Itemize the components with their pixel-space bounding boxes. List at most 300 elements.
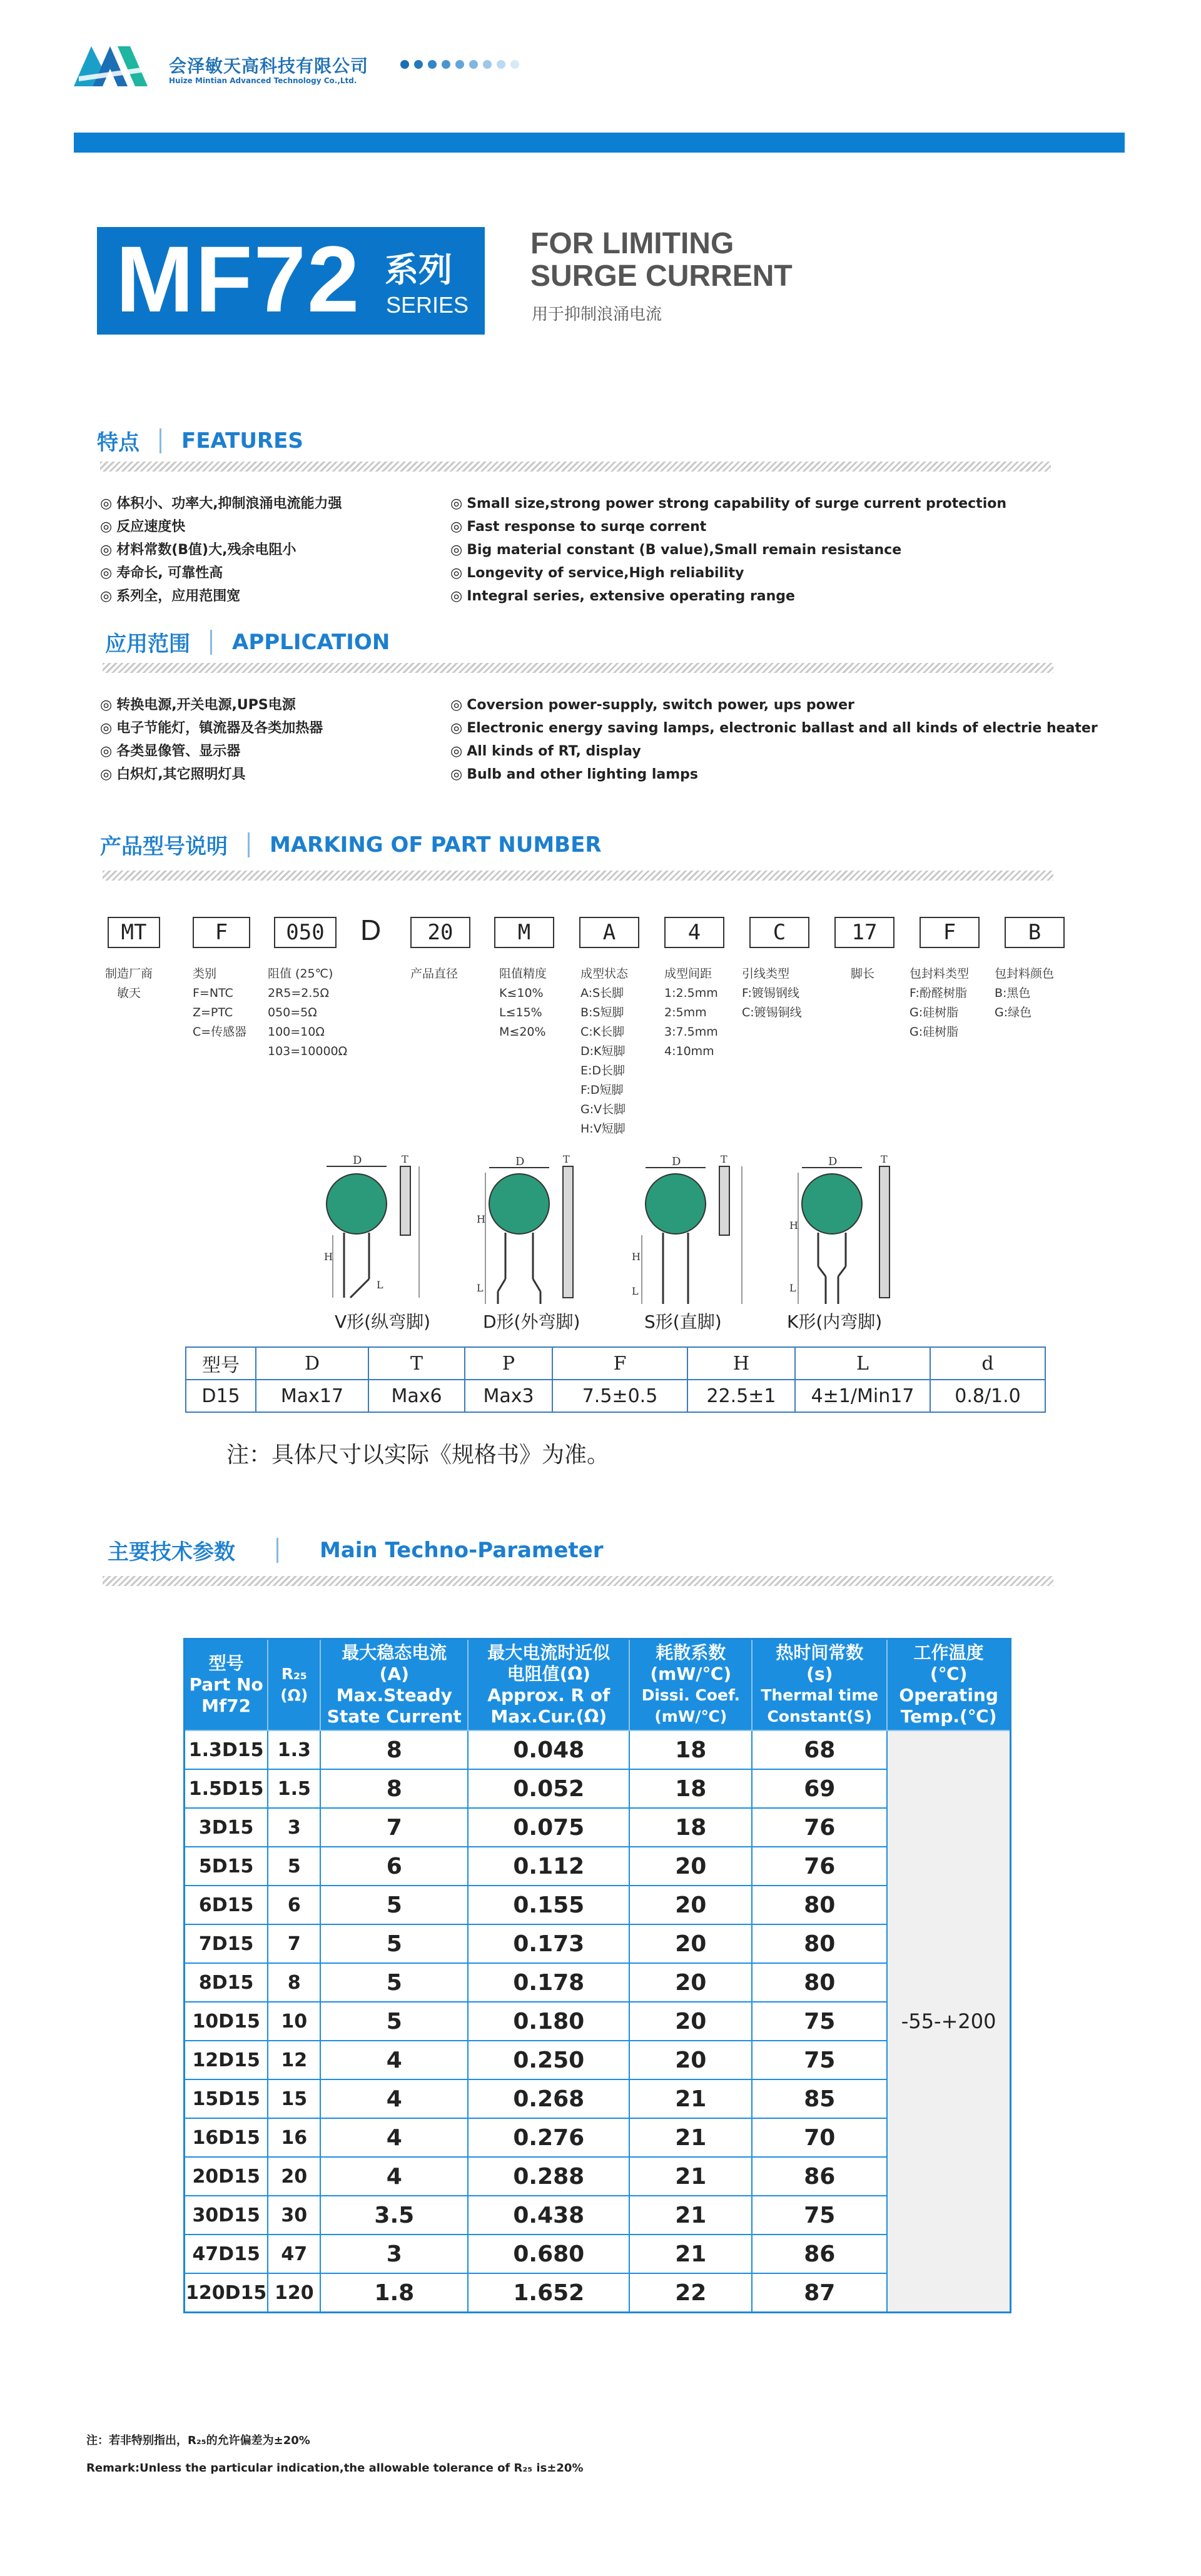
table-cell: 0.112 bbox=[468, 1847, 629, 1886]
table-cell: 21 bbox=[629, 2157, 752, 2196]
desc-line: 100=10Ω bbox=[268, 1025, 325, 1039]
company-logo bbox=[74, 41, 155, 91]
desc-line: 1:2.5mm bbox=[664, 986, 718, 1000]
s-shape-diagram bbox=[619, 1154, 769, 1307]
table-cell: 1.3 bbox=[268, 1730, 320, 1769]
svg-text:H: H bbox=[324, 1251, 333, 1263]
subtitle-cn: 用于抑制浪涌电流 bbox=[532, 305, 662, 324]
table-cell: 7 bbox=[268, 1924, 320, 1963]
table-cell: 70 bbox=[752, 2118, 887, 2157]
k-shape-diagram bbox=[782, 1154, 907, 1307]
hatch-divider bbox=[103, 871, 1053, 881]
table-row bbox=[185, 1924, 1011, 1963]
table-cell: Max17 bbox=[256, 1380, 368, 1412]
table-row bbox=[185, 1808, 1011, 1847]
decorative-dots bbox=[400, 60, 519, 69]
desc-line: G:硅树脂 bbox=[910, 1006, 959, 1019]
table-cell: 1.652 bbox=[468, 2273, 629, 2313]
desc-tolerance bbox=[499, 964, 547, 1042]
list-item: ◎ 体积小、功率大,抑制浪涌电流能力强 bbox=[100, 492, 342, 515]
company-name-en: Huize Mintian Advanced Technology Co.,Ltd. bbox=[169, 76, 357, 85]
table-cell: 1.3D15 bbox=[185, 1730, 268, 1769]
list-item: ◎ Big material constant (B value),Small remain resistance bbox=[450, 538, 1006, 562]
desc-line: 4:10mm bbox=[664, 1044, 714, 1058]
hatch-divider bbox=[100, 462, 1051, 472]
remark-en: Remark:Unless the particular indication,the allowable tolerance of R₂₅ is±20% bbox=[86, 2462, 584, 2475]
table-cell: 0.276 bbox=[468, 2118, 629, 2157]
table-cell: 3D15 bbox=[185, 1808, 268, 1847]
heading-line-2: SURGE CURRENT bbox=[530, 260, 793, 293]
table-cell: 20 bbox=[629, 2041, 752, 2079]
svg-text:L: L bbox=[477, 1282, 484, 1294]
code-manufacturer: MT bbox=[108, 917, 160, 948]
table-cell: 5 bbox=[320, 1924, 468, 1963]
list-item: ◎ 寿命长, 可靠性高 bbox=[100, 562, 342, 585]
desc-line: C=传感器 bbox=[193, 1025, 247, 1039]
table-cell: 47D15 bbox=[185, 2235, 268, 2273]
header-line: Max.Steady bbox=[336, 1685, 452, 1705]
table-row bbox=[186, 1380, 1045, 1412]
table-cell: 0.180 bbox=[468, 2002, 629, 2041]
table-cell: 80 bbox=[752, 1924, 887, 1963]
table-cell: 5 bbox=[320, 1886, 468, 1924]
table-row bbox=[185, 2273, 1011, 2313]
header-line: (mW/℃) bbox=[654, 1707, 727, 1725]
header-line: 型号 bbox=[208, 1653, 244, 1674]
model-name: MF72 bbox=[116, 226, 361, 331]
table-cell: 4 bbox=[320, 2157, 468, 2196]
table-cell: 21 bbox=[629, 2118, 752, 2157]
table-cell: 86 bbox=[752, 2157, 887, 2196]
table-cell: 0.075 bbox=[468, 1808, 629, 1847]
table-cell: 15 bbox=[268, 2079, 320, 2118]
table-cell: 6 bbox=[320, 1847, 468, 1886]
table-cell: D15 bbox=[186, 1380, 256, 1412]
table-header-cell: D bbox=[256, 1347, 368, 1380]
marking-heading-en: MARKING OF PART NUMBER bbox=[270, 832, 602, 857]
application-list-en bbox=[450, 694, 1098, 786]
table-row bbox=[185, 1730, 1011, 1769]
header-line: Temp.(℃) bbox=[900, 1706, 997, 1727]
table-cell: 1.5D15 bbox=[185, 1769, 268, 1808]
table-cell: 85 bbox=[752, 2079, 887, 2118]
table-cell: 12 bbox=[268, 2041, 320, 2079]
list-item: ◎ Fast response to surqe corrent bbox=[450, 515, 1006, 538]
hatch-divider bbox=[103, 1576, 1053, 1586]
table-cell: 10 bbox=[268, 2002, 320, 2041]
table-header-row bbox=[185, 1639, 1011, 1731]
list-item: ◎ Integral series, extensive operating range bbox=[450, 585, 1006, 608]
table-cell: 75 bbox=[752, 2041, 887, 2079]
table-cell: 5 bbox=[268, 1847, 320, 1886]
desc-coating-type bbox=[910, 964, 969, 1042]
table-header-cell: F bbox=[552, 1347, 687, 1380]
table-header-row bbox=[186, 1347, 1045, 1380]
table-row bbox=[185, 2002, 1011, 2041]
params-heading-cn: 主要技术参数 bbox=[108, 1540, 235, 1565]
table-cell: 4 bbox=[320, 2118, 468, 2157]
table-cell: 0.8/1.0 bbox=[930, 1380, 1045, 1412]
application-heading bbox=[105, 627, 390, 657]
desc-line: 包封料类型 bbox=[910, 967, 970, 981]
header-line: 最大稳态电流 bbox=[342, 1642, 447, 1663]
table-row bbox=[185, 1963, 1011, 2002]
desc-line: F:酚醛树脂 bbox=[910, 986, 967, 1000]
desc-category bbox=[193, 964, 246, 1042]
svg-text:D: D bbox=[672, 1155, 681, 1168]
table-cell: 0.052 bbox=[468, 1769, 629, 1808]
header-line: (s) bbox=[806, 1664, 833, 1684]
list-item: ◎ 材料常数(B值)大,残余电阻小 bbox=[100, 538, 342, 562]
list-item: ◎ 电子节能灯，镇流器及各类加热器 bbox=[100, 717, 323, 740]
list-item: ◎ 系列全，应用范围宽 bbox=[100, 585, 342, 608]
heading-separator bbox=[160, 428, 161, 453]
list-item: ◎ 反应速度快 bbox=[100, 515, 342, 538]
k-shape-caption: K形(内弯脚) bbox=[787, 1311, 883, 1332]
table-cell: 18 bbox=[629, 1730, 752, 1769]
desc-manufacturer bbox=[105, 964, 153, 1003]
table-cell: 20 bbox=[629, 1847, 752, 1886]
table-cell: 4 bbox=[320, 2041, 468, 2079]
features-heading-cn: 特点 bbox=[97, 430, 139, 455]
table-row bbox=[185, 1886, 1011, 1924]
header-line: (℃) bbox=[930, 1664, 968, 1684]
desc-diameter bbox=[410, 964, 458, 984]
list-item: ◎ Longevity of service,High reliability bbox=[450, 562, 1006, 585]
table-row bbox=[185, 2235, 1011, 2273]
table-cell: 3 bbox=[268, 1808, 320, 1847]
code-forming: A bbox=[579, 917, 639, 948]
table-cell: 0.250 bbox=[468, 2041, 629, 2079]
table-cell: 18 bbox=[629, 1769, 752, 1808]
table-cell: 20 bbox=[629, 1963, 752, 2002]
desc-pitch bbox=[664, 964, 718, 1061]
heading-line-1: FOR LIMITING bbox=[530, 227, 734, 260]
table-cell: 76 bbox=[752, 1847, 887, 1886]
desc-resistance bbox=[268, 964, 347, 1061]
desc-line: F=NTC bbox=[193, 986, 233, 1000]
series-label-cn: 系列 bbox=[385, 250, 452, 290]
desc-line: 2:5mm bbox=[664, 1006, 707, 1019]
table-cell: 0.048 bbox=[468, 1730, 629, 1769]
desc-line: G:V长脚 bbox=[580, 1103, 626, 1116]
header-line: (A) bbox=[379, 1664, 409, 1684]
table-cell: 8 bbox=[320, 1769, 468, 1808]
company-name-cn: 会泽敏天高科技有限公司 bbox=[169, 56, 369, 76]
table-header-cell: P bbox=[465, 1347, 552, 1380]
desc-line: 产品直径 bbox=[410, 967, 459, 981]
desc-line: C:K长脚 bbox=[580, 1025, 625, 1039]
table-row bbox=[185, 2118, 1011, 2157]
header-temp bbox=[887, 1639, 1010, 1731]
table-cell: 18 bbox=[629, 1808, 752, 1847]
params-heading bbox=[108, 1535, 603, 1565]
table-cell: 120D15 bbox=[185, 2273, 268, 2313]
table-cell: 16 bbox=[268, 2118, 320, 2157]
desc-line: 敏天 bbox=[117, 986, 141, 1000]
table-cell: 3.5 bbox=[320, 2196, 468, 2235]
table-cell: 21 bbox=[629, 2235, 752, 2273]
list-item: ◎ 转换电源,开关电源,UPS电源 bbox=[100, 694, 323, 717]
table-cell: 30 bbox=[268, 2196, 320, 2235]
header-current bbox=[320, 1639, 468, 1731]
desc-line: 103=10000Ω bbox=[268, 1044, 348, 1058]
table-cell: 0.178 bbox=[468, 1963, 629, 2002]
code-pitch: 4 bbox=[664, 917, 724, 948]
list-item: ◎ 白炽灯,其它照明灯具 bbox=[100, 763, 323, 786]
heading-separator bbox=[248, 832, 250, 857]
table-cell: 5 bbox=[320, 2002, 468, 2041]
desc-lead-length bbox=[851, 964, 874, 984]
table-cell: 30D15 bbox=[185, 2196, 268, 2235]
svg-text:H: H bbox=[477, 1213, 485, 1225]
desc-line: G:硅树脂 bbox=[910, 1025, 959, 1039]
header-thermal bbox=[752, 1639, 887, 1731]
header-dissipation bbox=[629, 1639, 752, 1731]
dimension-table bbox=[185, 1346, 1046, 1413]
operating-temp-cell: -55-+200 bbox=[887, 1730, 1010, 2313]
table-cell: 20 bbox=[629, 1886, 752, 1924]
desc-line: F:镀锡钢线 bbox=[742, 986, 799, 1000]
svg-text:T: T bbox=[563, 1154, 570, 1165]
table-cell: 0.438 bbox=[468, 2196, 629, 2235]
code-lead-type: C bbox=[749, 917, 809, 948]
hatch-divider bbox=[103, 663, 1053, 673]
code-lead-length: 17 bbox=[834, 917, 894, 948]
table-cell: 16D15 bbox=[185, 2118, 268, 2157]
header-line: Approx. R of bbox=[487, 1685, 611, 1705]
table-cell: 75 bbox=[752, 2002, 887, 2041]
desc-lead-type bbox=[742, 964, 802, 1023]
code-coating-type: F bbox=[920, 917, 980, 948]
series-title-box bbox=[97, 227, 485, 335]
table-cell: 86 bbox=[752, 2235, 887, 2273]
desc-line: C:镀锡铜线 bbox=[742, 1006, 802, 1019]
svg-text:D: D bbox=[353, 1154, 362, 1167]
v-shape-diagram bbox=[275, 1154, 450, 1307]
svg-text:T: T bbox=[402, 1154, 408, 1165]
desc-line: 050=5Ω bbox=[268, 1006, 317, 1019]
desc-line: 3:7.5mm bbox=[664, 1025, 718, 1039]
table-header-cell: T bbox=[368, 1347, 465, 1380]
params-heading-en: Main Techno-Parameter bbox=[320, 1537, 604, 1563]
desc-line: F:D短脚 bbox=[580, 1083, 624, 1097]
application-list-cn bbox=[100, 694, 323, 786]
header-line: 耗散系数 bbox=[656, 1642, 726, 1663]
table-cell: 1.8 bbox=[320, 2273, 468, 2313]
header-line: (mW/℃) bbox=[650, 1664, 732, 1684]
table-cell: 12D15 bbox=[185, 2041, 268, 2079]
table-cell: 8 bbox=[320, 1730, 468, 1769]
header-resistance bbox=[468, 1639, 629, 1731]
d-shape-diagram bbox=[457, 1154, 613, 1307]
table-cell: 0.155 bbox=[468, 1886, 629, 1924]
desc-line: 类别 bbox=[193, 967, 217, 981]
header-line: R₂₅ bbox=[281, 1665, 307, 1683]
table-cell: 20 bbox=[268, 2157, 320, 2196]
header-line: Max.Cur.(Ω) bbox=[490, 1706, 607, 1727]
svg-text:T: T bbox=[721, 1154, 727, 1165]
d-shape-caption: D形(外弯脚) bbox=[483, 1311, 580, 1332]
table-cell: 7D15 bbox=[185, 1924, 268, 1963]
marking-heading bbox=[100, 829, 602, 860]
parameter-table-body bbox=[185, 1730, 1011, 2313]
table-cell: 68 bbox=[752, 1730, 887, 1769]
desc-line: M≤20% bbox=[499, 1025, 546, 1039]
table-cell: 4 bbox=[320, 2079, 468, 2118]
list-item: ◎ All kinds of RT, display bbox=[450, 740, 1098, 763]
code-category: F bbox=[193, 917, 250, 948]
desc-line: E:D长脚 bbox=[580, 1064, 626, 1078]
header-line: Constant(S) bbox=[767, 1707, 873, 1725]
table-cell: 8D15 bbox=[185, 1963, 268, 2002]
header-line: 最大电流时近似 bbox=[487, 1642, 611, 1663]
list-item: ◎ 各类显像管、显示器 bbox=[100, 740, 323, 763]
table-row bbox=[185, 1847, 1011, 1886]
s-shape-caption: S形(直脚) bbox=[644, 1311, 722, 1332]
table-row bbox=[185, 2041, 1011, 2079]
svg-text:H: H bbox=[789, 1220, 798, 1231]
desc-line: 2R5=2.5Ω bbox=[268, 986, 330, 1000]
desc-line: G:绿色 bbox=[995, 1006, 1032, 1019]
header-line: Operating bbox=[899, 1685, 998, 1705]
table-cell: 6 bbox=[268, 1886, 320, 1924]
header-part-no bbox=[185, 1639, 268, 1731]
header-line: 工作温度 bbox=[913, 1642, 984, 1663]
table-cell: 80 bbox=[752, 1963, 887, 2002]
table-cell: 7 bbox=[320, 1808, 468, 1847]
table-header-cell: d bbox=[930, 1347, 1045, 1380]
table-cell: 69 bbox=[752, 1769, 887, 1808]
application-heading-en: APPLICATION bbox=[232, 629, 390, 655]
parameter-table bbox=[183, 1638, 1011, 2313]
header-line: (Ω) bbox=[280, 1686, 308, 1704]
table-cell: 76 bbox=[752, 1808, 887, 1847]
header-line: State Current bbox=[327, 1706, 462, 1727]
desc-line: 阻值精度 bbox=[499, 967, 547, 981]
code-resistance: 050 bbox=[274, 917, 337, 948]
desc-line: K≤10% bbox=[499, 986, 544, 1000]
table-header-cell: 型号 bbox=[186, 1347, 256, 1380]
v-shape-caption: V形(纵弯脚) bbox=[335, 1311, 431, 1332]
desc-line: B:S短脚 bbox=[580, 1006, 624, 1019]
header-line: Mf72 bbox=[201, 1695, 251, 1716]
list-item: ◎ Bulb and other lighting lamps bbox=[450, 763, 1098, 786]
features-list-cn bbox=[100, 492, 342, 608]
table-cell: 0.173 bbox=[468, 1924, 629, 1963]
svg-text:D: D bbox=[515, 1155, 525, 1168]
table-cell: 5 bbox=[320, 1963, 468, 2002]
desc-line: A:S长脚 bbox=[580, 986, 624, 1000]
desc-line: D:K短脚 bbox=[580, 1044, 626, 1058]
table-cell: 5D15 bbox=[185, 1847, 268, 1886]
table-cell: 20D15 bbox=[185, 2157, 268, 2196]
desc-line: 阻值 (25℃) bbox=[268, 967, 333, 981]
table-cell: 87 bbox=[752, 2273, 887, 2313]
series-label-en: SERIES bbox=[386, 292, 469, 318]
table-cell: 4±1/Min17 bbox=[795, 1380, 930, 1412]
desc-line: H:V短脚 bbox=[580, 1122, 626, 1136]
code-tolerance: M bbox=[494, 917, 554, 948]
table-cell: 21 bbox=[629, 2079, 752, 2118]
heading-separator bbox=[276, 1538, 278, 1563]
application-heading-cn: 应用范围 bbox=[105, 632, 190, 657]
desc-line: 脚长 bbox=[851, 967, 875, 981]
dimension-note: 注：具体尺寸以实际《规格书》为准。 bbox=[226, 1442, 610, 1468]
heading-separator bbox=[210, 630, 212, 655]
svg-text:T: T bbox=[881, 1154, 888, 1165]
desc-line: Z=PTC bbox=[193, 1006, 233, 1019]
header-line: Part No bbox=[189, 1674, 263, 1695]
table-header-cell: L bbox=[795, 1347, 930, 1380]
list-item: ◎ Small size,strong power strong capability of surge current protection bbox=[450, 492, 1006, 515]
desc-line: L≤15% bbox=[499, 1006, 542, 1019]
header-r25 bbox=[268, 1639, 320, 1731]
features-heading bbox=[97, 425, 303, 456]
svg-text:L: L bbox=[632, 1285, 639, 1297]
header-line: 电阻值(Ω) bbox=[507, 1664, 590, 1684]
desc-line: 成型间距 bbox=[664, 967, 712, 981]
header-line: Dissi. Coef. bbox=[641, 1686, 740, 1704]
table-row bbox=[185, 1769, 1011, 1808]
code-diameter-letter: D bbox=[360, 914, 382, 946]
list-item: ◎ Coversion power-supply, switch power, ups power bbox=[450, 694, 1098, 717]
table-cell: 80 bbox=[752, 1886, 887, 1924]
table-header-cell: H bbox=[687, 1347, 795, 1380]
table-cell: 10D15 bbox=[185, 2002, 268, 2041]
table-cell: 3 bbox=[320, 2235, 468, 2273]
code-diameter: 20 bbox=[410, 917, 470, 948]
svg-text:D: D bbox=[828, 1155, 838, 1168]
svg-text:H: H bbox=[632, 1251, 641, 1263]
header-line: 热时间常数 bbox=[776, 1642, 864, 1663]
table-cell: 20 bbox=[629, 1924, 752, 1963]
remark-cn: 注：若非特别指出，R₂₅的允许偏差为±20% bbox=[86, 2434, 310, 2447]
table-cell: 47 bbox=[268, 2235, 320, 2273]
desc-line: 引线类型 bbox=[742, 967, 790, 981]
table-row bbox=[185, 2079, 1011, 2118]
table-cell: 1.5 bbox=[268, 1769, 320, 1808]
table-cell: 21 bbox=[629, 2196, 752, 2235]
table-cell: 0.288 bbox=[468, 2157, 629, 2196]
table-cell: 7.5±0.5 bbox=[552, 1380, 687, 1412]
desc-forming bbox=[580, 964, 628, 1139]
table-cell: Max6 bbox=[368, 1380, 465, 1412]
svg-text:L: L bbox=[377, 1279, 383, 1291]
table-cell: 0.680 bbox=[468, 2235, 629, 2273]
table-cell: Max3 bbox=[465, 1380, 552, 1412]
table-cell: 22.5±1 bbox=[687, 1380, 795, 1412]
table-cell: 120 bbox=[268, 2273, 320, 2313]
marking-heading-cn: 产品型号说明 bbox=[100, 834, 228, 859]
list-item: ◎ Electronic energy saving lamps, electronic ballast and all kinds of electrie heater bbox=[450, 717, 1098, 740]
table-cell: 15D15 bbox=[185, 2079, 268, 2118]
desc-line: B:黑色 bbox=[995, 986, 1031, 1000]
table-row bbox=[185, 2157, 1011, 2196]
desc-line: 制造厂商 bbox=[105, 967, 153, 981]
desc-line: 包封料颜色 bbox=[995, 967, 1055, 981]
desc-coating-color bbox=[995, 964, 1054, 1023]
code-coating-color: B bbox=[1005, 917, 1065, 948]
table-cell: 22 bbox=[629, 2273, 752, 2313]
table-cell: 0.268 bbox=[468, 2079, 629, 2118]
table-cell: 8 bbox=[268, 1963, 320, 2002]
header-line: Thermal time bbox=[761, 1686, 879, 1704]
table-row bbox=[185, 2196, 1011, 2235]
table-cell: 20 bbox=[629, 2002, 752, 2041]
features-heading-en: FEATURES bbox=[181, 428, 303, 453]
table-cell: 75 bbox=[752, 2196, 887, 2235]
